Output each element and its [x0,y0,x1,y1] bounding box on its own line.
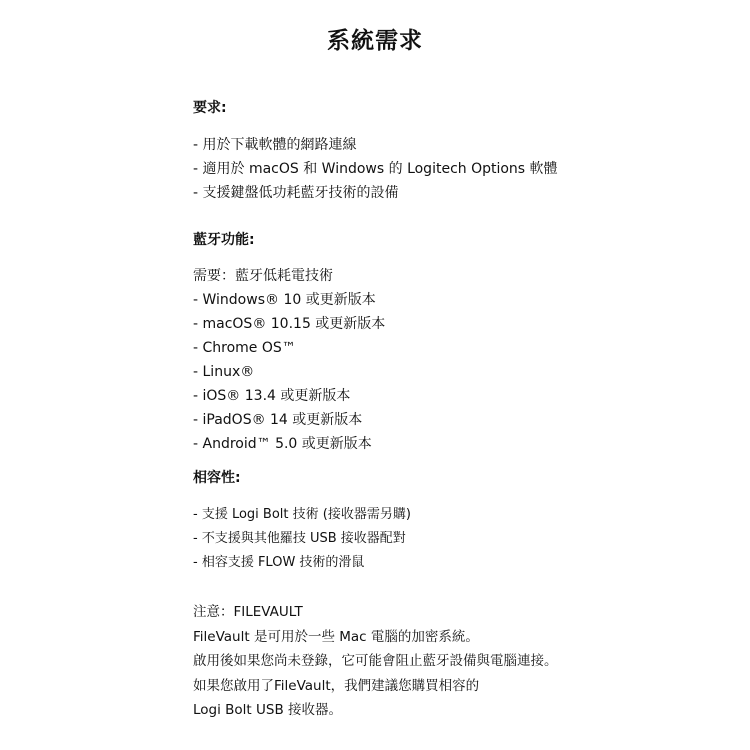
note-line: 啟用後如果您尚未登錄，它可能會阻止藍牙設備與電腦連接。 [193,653,558,669]
list-item: - 不支援與其他羅技 USB 接收器配對 [193,531,406,546]
list-item: - Chrome OS™ [193,340,296,356]
note-line: 如果您啟用了FileVault，我們建議您購買相容的 [193,677,480,694]
requirements-list-wrap [193,133,713,205]
list-item: - Linux® [193,364,255,380]
page-title: 系統需求 [327,28,423,54]
list-item: - 相容支援 FLOW 技術的滑鼠 [193,555,365,570]
bluetooth-section [193,230,713,250]
list-item: - Android™ 5.0 或更新版本 [193,436,372,452]
list-item: - 適用於 macOS 和 Windows 的 Logitech Options 軟體 [193,161,558,177]
requirements-list [193,133,713,205]
bluetooth-os-list [193,288,713,456]
compatibility-heading: 相容性: [193,470,241,486]
list-item: - macOS® 10.15 或更新版本 [193,316,386,332]
bluetooth-heading: 藍牙功能: [193,232,255,248]
bluetooth-intro: 需要：藍牙低耗電技術 [193,268,333,284]
compatibility-list-wrap [193,503,713,575]
list-item: - Windows® 10 或更新版本 [193,292,376,308]
list-item: - 支援 Logi Bolt 技術 (接收器需另購) [193,507,411,522]
list-item: - 用於下載軟體的網路連線 [193,137,357,153]
list-item: - iOS® 13.4 或更新版本 [193,388,351,404]
compatibility-list [193,503,713,575]
requirements-section [193,98,713,118]
note-line: FileVault 是可用於一些 Mac 電腦的加密系統。 [193,628,479,645]
list-item: - iPadOS® 14 或更新版本 [193,412,363,428]
filevault-note [193,600,713,723]
compatibility-section [193,468,713,488]
note-heading: 注意：FILEVAULT [193,604,303,620]
list-item: - 支援鍵盤低功耗藍牙技術的設備 [193,185,399,201]
requirements-heading: 要求: [193,100,227,116]
bluetooth-list-wrap [193,264,713,456]
note-line: Logi Bolt USB 接收器。 [193,702,343,718]
